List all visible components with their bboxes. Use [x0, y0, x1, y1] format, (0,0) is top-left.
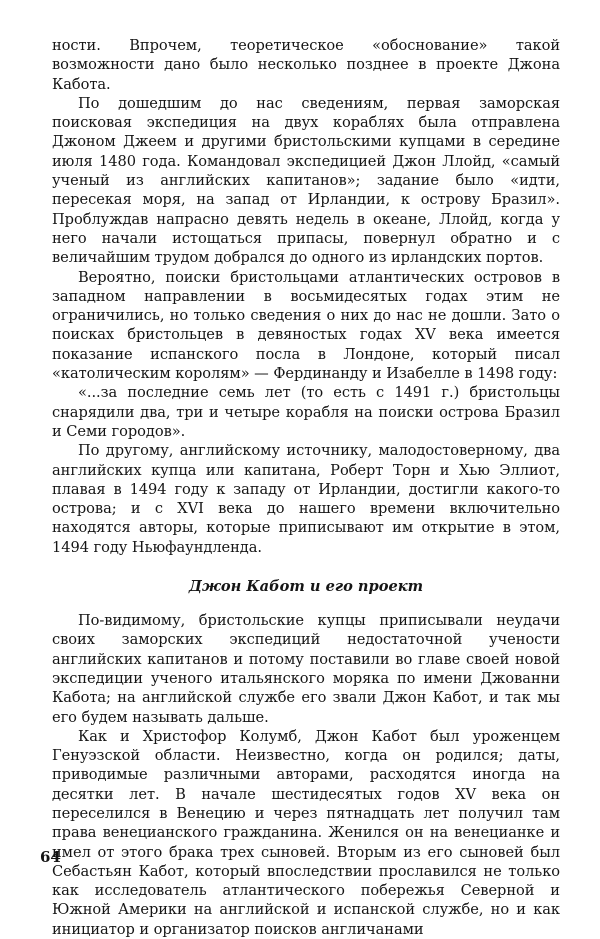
page-body	[52, 36, 560, 939]
paragraph-first-expedition: По дошедшим до нас сведениям, первая заморская поисковая экспедиция на двух кораблях была отправлена Джоном Джеем и другими бристольскими купцами в середине июля 1480 года. Командовал экспедицией Джон Ллойд, «самый ученый из английских капитанов»; задание было «идти, пересекая моря, на запад от Ирландии, к острову Бразил». Проблуждав напрасно девять недель в океане, Ллойд, когда у него начали истощаться припасы, повернул обратно и с величайшим трудом добрался до одного из ирландских портов.	[52, 94, 560, 267]
paragraph-bristol-searches: Вероятно, поиски бристольцами атлантических островов в западном направлении в восьмидесятых годах этим не ограничились, но только сведения о них до нас не дошли. Зато о поисках бристольцев в девяностых годах XV века имеется показание испанского посла в Лондоне, который писал «католическим королям» — Фердинанду и Изабелле в 1498 году:	[52, 268, 560, 383]
paragraph-continuation: ности. Впрочем, теоретическое «обоснование» такой возможности дано было несколько позднее в проекте Джона Кабота.	[52, 37, 560, 93]
page-number: 64	[40, 848, 61, 866]
paragraph-cabot-origin: Как и Христофор Колумб, Джон Кабот был уроженцем Генуэзской области. Неизвестно, когда он родился; даты, приводимые различными авторами, расходятся иногда на десятки лет. В начале шестидесятых годов XV века он переселился в Венецию и через пятнадцать лет получил там права венецианского гражданина. Женился он на венецианке и имел от этого брака трех сыновей. Вторым из его сыновей был Себастьян Кабот, который впоследствии прославился не только как исследователь атлантического побережья Северной и Южной Америки на английской и испанской службе, но и как инициатор и организатор поисков англичанами	[52, 727, 560, 938]
paragraph-bristol-merchants: По-видимому, бристольские купцы приписывали неудачи своих заморских экспедиций недостаточной учености английских капитанов и потому поставили во главе своей новой экспедиции ученого итальянского моряка по имени Джованни Кабота; на английской службе его звали Джон Кабот, и так мы его будем называть дальше.	[52, 612, 560, 726]
section-heading: Джон Кабот и его проект	[188, 578, 424, 596]
paragraph-english-source: По другому, английскому источнику, малодостоверному, два английских купца или капитана, Роберт Торн и Хью Эллиот, плавая в 1494 году к западу от Ирландии, достигли какого-то острова; и с XVI века до нашего времени включительно находятся авторы, которые приписывают им открытие в этом, 1494 году Ньюфаундленда.	[52, 442, 560, 556]
paragraph-quote: «...за последние семь лет (то есть с 1491 г.) бристольцы снарядили два, три и четыре корабля на поиски острова Бразил и Семи городов».	[52, 384, 560, 440]
